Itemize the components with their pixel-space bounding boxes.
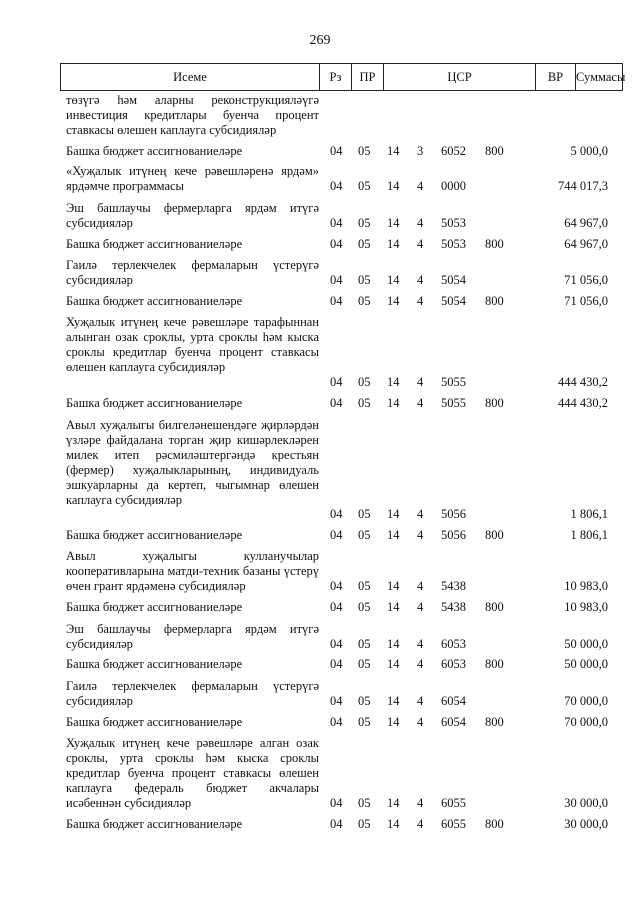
row-csr-2: 3 xyxy=(417,144,424,158)
row-csr-3: 5055 xyxy=(441,375,466,389)
row-rz: 04 xyxy=(330,273,343,287)
row-name: «Хуҗалык итүнең кече рәвешләренә ярдәм» ярдәмче программасы xyxy=(66,164,319,193)
row-csr-3: 5438 xyxy=(441,579,466,593)
row-csr-2: 4 xyxy=(417,600,424,614)
row-csr-1: 14 xyxy=(387,375,400,389)
row-csr-1: 14 xyxy=(387,579,400,593)
row-sum: 444 430,2 xyxy=(558,375,608,389)
row-csr-1: 14 xyxy=(387,657,400,671)
row-csr-2: 4 xyxy=(417,796,424,810)
header-name: Исеме xyxy=(61,64,320,90)
header-csr: ЦСР xyxy=(384,64,536,90)
table-row xyxy=(0,600,640,615)
row-csr-2: 4 xyxy=(417,375,424,389)
row-csr-1: 14 xyxy=(387,294,400,308)
row-name: Хуҗалык итүнең кече рәвешләре алган озак сроклы, урта сроклы һәм кыска сроклы кредитлар буенча процент ставкасы өлешен каплауга федераль бюджет акчалары исәбеннән субсидияләр xyxy=(66,736,319,810)
row-csr-3: 5056 xyxy=(441,507,466,521)
row-sum: 30 000,0 xyxy=(564,817,608,831)
row-sum: 50 000,0 xyxy=(564,657,608,671)
row-csr-3: 5053 xyxy=(441,216,466,230)
row-csr-2: 4 xyxy=(417,715,424,729)
row-csr-2: 4 xyxy=(417,817,424,831)
row-pr: 05 xyxy=(358,600,371,614)
row-name: Эш башлаучы фермерларга ярдәм итүгә субсидияләр xyxy=(66,622,319,651)
row-csr-1: 14 xyxy=(387,507,400,521)
row-csr-2: 4 xyxy=(417,528,424,542)
row-rz: 04 xyxy=(330,528,343,542)
row-name: төзүгә һәм аларны реконструкцияләүгә инвестиция кредитлары буенча процент ставкасы өлешен каплауга субсидияләр xyxy=(66,93,319,137)
row-vr: 800 xyxy=(485,528,504,542)
row-sum: 71 056,0 xyxy=(564,294,608,308)
row-csr-1: 14 xyxy=(387,273,400,287)
row-csr-2: 4 xyxy=(417,273,424,287)
row-sum: 50 000,0 xyxy=(564,637,608,651)
header-sum: Суммасы xyxy=(576,70,626,84)
row-pr: 05 xyxy=(358,507,371,521)
row-csr-3: 5054 xyxy=(441,294,466,308)
row-csr-3: 5053 xyxy=(441,237,466,251)
table-row xyxy=(0,622,640,652)
row-csr-2: 4 xyxy=(417,507,424,521)
row-rz: 04 xyxy=(330,396,343,410)
row-pr: 05 xyxy=(358,179,371,193)
row-vr: 800 xyxy=(485,294,504,308)
row-rz: 04 xyxy=(330,694,343,708)
row-pr: 05 xyxy=(358,144,371,158)
row-csr-3: 0000 xyxy=(441,179,466,193)
table-row xyxy=(0,715,640,730)
row-name: Башка бюджет ассигнованиеләре xyxy=(66,144,243,158)
row-rz: 04 xyxy=(330,375,343,389)
row-rz: 04 xyxy=(330,294,343,308)
row-csr-1: 14 xyxy=(387,396,400,410)
row-rz: 04 xyxy=(330,817,343,831)
row-pr: 05 xyxy=(358,216,371,230)
row-name: Башка бюджет ассигнованиеләре xyxy=(66,528,243,542)
header-rz: Рз xyxy=(320,64,352,90)
row-rz: 04 xyxy=(330,216,343,230)
row-csr-2: 4 xyxy=(417,179,424,193)
row-pr: 05 xyxy=(358,657,371,671)
row-rz: 04 xyxy=(330,796,343,810)
row-pr: 05 xyxy=(358,796,371,810)
row-rz: 04 xyxy=(330,600,343,614)
row-csr-2: 4 xyxy=(417,396,424,410)
row-vr: 800 xyxy=(485,396,504,410)
row-csr-2: 4 xyxy=(417,694,424,708)
row-pr: 05 xyxy=(358,396,371,410)
row-csr-3: 5055 xyxy=(441,396,466,410)
row-pr: 05 xyxy=(358,817,371,831)
table-row xyxy=(0,418,640,522)
row-csr-1: 14 xyxy=(387,528,400,542)
page-number: 269 xyxy=(309,33,331,48)
table-header xyxy=(60,63,626,91)
row-pr: 05 xyxy=(358,694,371,708)
row-csr-1: 14 xyxy=(387,637,400,651)
table-row xyxy=(0,164,640,194)
row-csr-1: 14 xyxy=(387,179,400,193)
row-csr-1: 14 xyxy=(387,817,400,831)
row-csr-3: 5438 xyxy=(441,600,466,614)
row-vr: 800 xyxy=(485,144,504,158)
row-sum: 10 983,0 xyxy=(564,579,608,593)
row-pr: 05 xyxy=(358,237,371,251)
table-row xyxy=(0,679,640,709)
row-pr: 05 xyxy=(358,637,371,651)
row-rz: 04 xyxy=(330,237,343,251)
row-name: Гаилә терлекчелек фермаларын үстерүгә субсидияләр xyxy=(66,258,319,287)
table-row xyxy=(0,736,640,811)
row-csr-3: 6055 xyxy=(441,796,466,810)
row-sum: 70 000,0 xyxy=(564,715,608,729)
row-vr: 800 xyxy=(485,600,504,614)
row-sum: 70 000,0 xyxy=(564,694,608,708)
row-csr-3: 6054 xyxy=(441,694,466,708)
row-pr: 05 xyxy=(358,294,371,308)
row-name: Башка бюджет ассигнованиеләре xyxy=(66,237,243,251)
row-csr-3: 6053 xyxy=(441,657,466,671)
row-sum: 444 430,2 xyxy=(558,396,608,410)
table-row xyxy=(0,144,640,159)
row-rz: 04 xyxy=(330,507,343,521)
row-csr-3: 6053 xyxy=(441,637,466,651)
row-name: Башка бюджет ассигнованиеләре xyxy=(66,657,243,671)
row-rz: 04 xyxy=(330,179,343,193)
row-sum: 744 017,3 xyxy=(558,179,608,193)
row-pr: 05 xyxy=(358,375,371,389)
row-vr: 800 xyxy=(485,237,504,251)
row-sum: 64 967,0 xyxy=(564,237,608,251)
row-vr: 800 xyxy=(485,715,504,729)
row-csr-2: 4 xyxy=(417,237,424,251)
row-name: Хуҗалык итүнең кече рәвешләре тарафыннан алынган озак сроклы, урта сроклы һәм кыска сроклы кредитлар буенча процент ставкасы өлешен каплауга субсидияләр xyxy=(66,315,319,374)
table-row xyxy=(0,201,640,231)
table-row xyxy=(0,657,640,672)
row-csr-3: 5056 xyxy=(441,528,466,542)
row-csr-2: 4 xyxy=(417,657,424,671)
row-csr-1: 14 xyxy=(387,694,400,708)
row-pr: 05 xyxy=(358,273,371,287)
row-csr-1: 14 xyxy=(387,600,400,614)
row-name: Башка бюджет ассигнованиеләре xyxy=(66,396,243,410)
row-name: Башка бюджет ассигнованиеләре xyxy=(66,715,243,729)
row-name: Башка бюджет ассигнованиеләре xyxy=(66,294,243,308)
row-pr: 05 xyxy=(358,579,371,593)
row-pr: 05 xyxy=(358,528,371,542)
row-rz: 04 xyxy=(330,657,343,671)
row-csr-1: 14 xyxy=(387,715,400,729)
row-sum: 1 806,1 xyxy=(570,528,608,542)
row-sum: 5 000,0 xyxy=(570,144,608,158)
row-name: Авыл хуҗалыгы билгеләнешендәге җирләрдән үзләре файдалана торган җир кишәрлекләрен милек итеп рәсмиләштергәндә крестьян (фермер) хуҗалыкларының, индивидуаль эшкуарларны да кертеп, чыгымнар өлешен каплауга субсидияләр xyxy=(66,418,319,507)
row-vr: 800 xyxy=(485,817,504,831)
row-csr-1: 14 xyxy=(387,796,400,810)
row-name: Гаилә терлекчелек фермаларын үстерүгә субсидияләр xyxy=(66,679,319,708)
row-csr-1: 14 xyxy=(387,144,400,158)
row-csr-2: 4 xyxy=(417,637,424,651)
table-row xyxy=(0,294,640,309)
row-csr-1: 14 xyxy=(387,237,400,251)
row-sum: 71 056,0 xyxy=(564,273,608,287)
row-csr-1: 14 xyxy=(387,216,400,230)
header-vr: ВР xyxy=(536,64,576,90)
row-csr-2: 4 xyxy=(417,216,424,230)
row-csr-2: 4 xyxy=(417,579,424,593)
row-sum: 64 967,0 xyxy=(564,216,608,230)
row-sum: 30 000,0 xyxy=(564,796,608,810)
row-vr: 800 xyxy=(485,657,504,671)
row-name: Башка бюджет ассигнованиеләре xyxy=(66,600,243,614)
row-rz: 04 xyxy=(330,579,343,593)
row-name: Эш башлаучы фермерларга ярдәм итүгә субсидияләр xyxy=(66,201,319,230)
table-row xyxy=(0,237,640,252)
row-name: Башка бюджет ассигнованиеләре xyxy=(66,817,243,831)
row-csr-3: 6054 xyxy=(441,715,466,729)
row-rz: 04 xyxy=(330,637,343,651)
row-csr-3: 5054 xyxy=(441,273,466,287)
row-csr-2: 4 xyxy=(417,294,424,308)
row-pr: 05 xyxy=(358,715,371,729)
row-csr-3: 6052 xyxy=(441,144,466,158)
row-sum: 1 806,1 xyxy=(570,507,608,521)
table-row xyxy=(0,549,640,594)
row-sum: 10 983,0 xyxy=(564,600,608,614)
table-row xyxy=(0,817,640,832)
row-csr-3: 6055 xyxy=(441,817,466,831)
row-rz: 04 xyxy=(330,715,343,729)
header-pr: ПР xyxy=(352,64,384,90)
row-name: Авыл хуҗалыгы кулланучылар кооперативларына матди-техник базаны үстерү өчен грант ярдәменә субсидияләр xyxy=(66,549,319,593)
table-row xyxy=(0,528,640,543)
table-row xyxy=(0,315,640,390)
table-row xyxy=(0,258,640,288)
row-rz: 04 xyxy=(330,144,343,158)
table-row xyxy=(0,93,640,138)
table-row xyxy=(0,396,640,411)
